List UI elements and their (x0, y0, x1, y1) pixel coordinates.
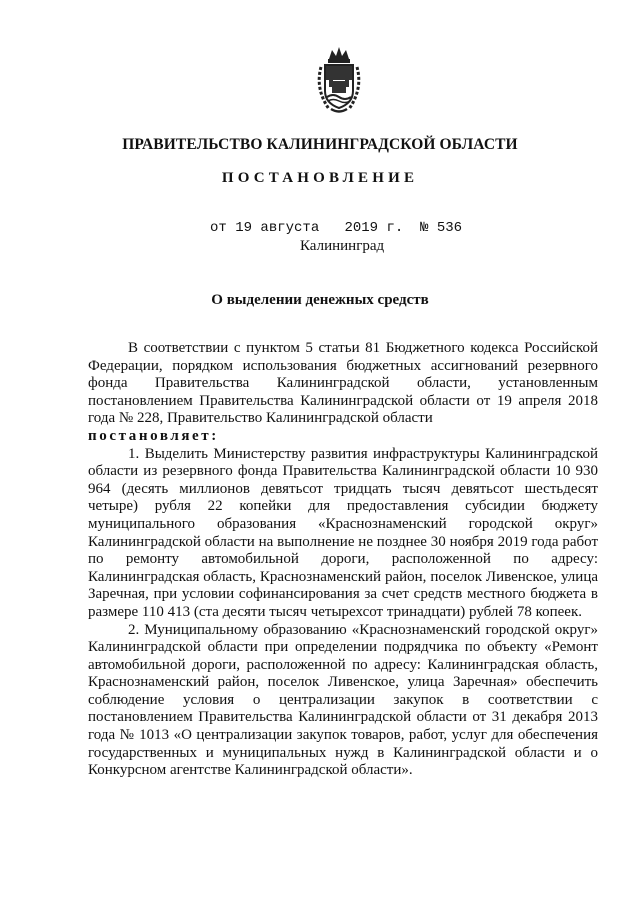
city: Калининград (300, 238, 385, 254)
decree-number: № 536 (420, 220, 463, 236)
kaliningrad-coat-of-arms-icon (315, 45, 363, 115)
decree-date: 19 августа (235, 220, 320, 236)
decree-year: 2019 г. (344, 220, 404, 236)
item-2-paragraph: 2. Муниципальному образованию «Краснознаменский городской округ» Калининградской области при определении подрядчика по объекту «Ремонт автомобильной дороги, расположенной по адресу: Калининградская область, Краснознаменский район, поселок Ливенское, улица Заречная» обеспечить соблюдение условия о централизации закупок в соответствии с постановлением Правительства Калининградской области от 31 декабря 2013 года № 1013 «О централизации закупок товаров, работ, услуг для обеспечения государственных и муниципальных нужд в Калининградской области и о Конкурсном агентстве Калининградской области». (88, 621, 598, 779)
item-1-paragraph: 1. Выделить Министерству развития инфраструктуры Калининградской области из резервного фонда Правительства Калининградской области 10 930 964 (десять миллионов девятьсот тридцать тысяч девятьсот шестьдесят четыре) рубля 22 копейки для предоставления субсидии бюджету муниципального образования «Краснознаменский городской округ» Калининградской области на выполнение не позднее 30 ноября 2019 года работ по ремонту автомобильной дороги, расположенной по адресу: Калининградская область, Краснознаменский район, поселок Ливенское, улица Заречная, при условии софинансирования за счет средств местного бюджета в размере 110 413 (ста десяти тысяч четырехсот тринадцати) рублей 78 копеек. (88, 445, 598, 620)
government-title: ПРАВИТЕЛЬСТВО КАЛИНИНГРАДСКОЙ ОБЛАСТИ (122, 136, 518, 153)
document-type: ПОСТАНОВЛЕНИЕ (221, 170, 419, 186)
date-line (210, 220, 462, 236)
resolves-word: постановляет: (88, 427, 219, 444)
document-body (88, 340, 598, 780)
intro-paragraph: В соответствии с пунктом 5 статьи 81 Бюджетного кодекса Российской Федерации, порядком использования бюджетных ассигнований резервного фонда Правительства Калининградской области, установленным постановлением Правительства Калининградской области от 19 апреля 2018 года № 228, Правительство Калининградской области (88, 340, 598, 427)
document-subject: О выделении денежных средств (211, 292, 429, 308)
date-prefix: от (210, 220, 227, 236)
